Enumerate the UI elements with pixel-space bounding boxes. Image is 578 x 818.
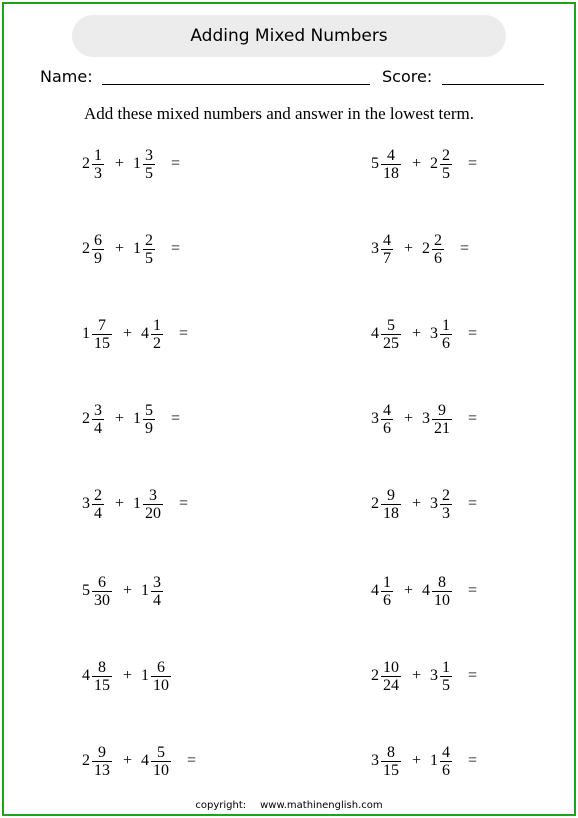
- denominator: 4: [94, 504, 102, 522]
- whole-number: 4: [371, 582, 379, 599]
- numerator: 8: [438, 573, 447, 591]
- fraction: [92, 147, 104, 182]
- denominator: 5: [442, 164, 451, 182]
- denominator: 6: [383, 591, 391, 609]
- denominator: 3: [94, 164, 102, 182]
- plus-sign: +: [404, 410, 414, 427]
- numerator: 8: [98, 658, 106, 676]
- problem-15: [82, 741, 196, 781]
- equals-sign: =: [468, 752, 478, 769]
- fraction: [151, 744, 171, 779]
- whole-number: 3: [422, 410, 431, 427]
- denominator: 10: [434, 591, 451, 609]
- denominator: 15: [94, 334, 110, 352]
- problem-6: [371, 314, 477, 354]
- mixed-number: [371, 147, 403, 182]
- plus-sign: +: [412, 667, 422, 684]
- numerator: 5: [387, 316, 395, 334]
- plus-sign: +: [404, 240, 414, 257]
- whole-number: 2: [371, 667, 379, 684]
- name-field[interactable]: [102, 84, 370, 85]
- mixed-number: [82, 659, 114, 694]
- equals-sign: =: [187, 752, 197, 769]
- problem-10: [371, 484, 477, 524]
- mixed-number: [82, 574, 114, 609]
- numerator: 2: [442, 146, 451, 164]
- fraction: [143, 232, 155, 267]
- mixed-number: [82, 232, 106, 267]
- site-link[interactable]: www.mathinenglish.com: [260, 800, 383, 811]
- problem-1: [82, 144, 180, 184]
- plus-sign: +: [412, 495, 422, 512]
- numerator: 2: [145, 231, 154, 249]
- plus-sign: +: [404, 582, 414, 599]
- fraction: [381, 487, 401, 522]
- fraction: [92, 317, 112, 352]
- fraction: [432, 232, 444, 267]
- denominator: 15: [383, 761, 399, 779]
- whole-number: 2: [430, 155, 439, 172]
- denominator: 6: [442, 761, 451, 779]
- problem-16: [371, 741, 477, 781]
- fraction: [143, 147, 155, 182]
- fraction: [440, 487, 452, 522]
- whole-number: 3: [430, 495, 439, 512]
- numerator: 1: [153, 316, 162, 334]
- fraction: [381, 659, 401, 694]
- mixed-number: [141, 574, 165, 609]
- denominator: 18: [383, 164, 399, 182]
- numerator: 1: [94, 146, 102, 164]
- equals-sign: =: [468, 325, 478, 342]
- denominator: 3: [442, 504, 451, 522]
- problem-7: [82, 399, 180, 439]
- denominator: 4: [153, 591, 162, 609]
- fraction: [440, 744, 452, 779]
- numerator: 2: [94, 486, 102, 504]
- fraction: [381, 574, 393, 609]
- whole-number: 4: [82, 667, 90, 684]
- name-score-row: [40, 64, 550, 90]
- denominator: 13: [94, 761, 110, 779]
- mixed-number: [141, 744, 173, 779]
- plus-sign: +: [123, 325, 133, 342]
- score-field[interactable]: [442, 84, 544, 85]
- plus-sign: +: [412, 155, 422, 172]
- numerator: 3: [149, 486, 158, 504]
- mixed-number: [371, 232, 395, 267]
- equals-sign: =: [179, 325, 189, 342]
- mixed-number: [82, 147, 106, 182]
- denominator: 2: [153, 334, 162, 352]
- mixed-number: [141, 317, 165, 352]
- mixed-number: [430, 147, 454, 182]
- whole-number: 3: [371, 410, 379, 427]
- plus-sign: +: [412, 325, 422, 342]
- whole-number: 4: [422, 582, 431, 599]
- denominator: 10: [153, 676, 170, 694]
- fraction: [381, 402, 393, 437]
- mixed-number: [133, 402, 157, 437]
- fraction: [432, 574, 452, 609]
- numerator: 5: [145, 401, 154, 419]
- mixed-number: [371, 487, 403, 522]
- whole-number: 1: [141, 582, 150, 599]
- numerator: 6: [94, 231, 102, 249]
- fraction: [151, 659, 171, 694]
- mixed-number: [371, 744, 403, 779]
- denominator: 5: [442, 676, 451, 694]
- page-title: Adding Mixed Numbers: [190, 26, 388, 46]
- mixed-number: [82, 744, 114, 779]
- whole-number: 5: [371, 155, 379, 172]
- numerator: 1: [442, 316, 451, 334]
- whole-number: 2: [82, 155, 90, 172]
- mixed-number: [371, 574, 395, 609]
- numerator: 3: [153, 573, 162, 591]
- numerator: 1: [442, 658, 451, 676]
- equals-sign: =: [171, 240, 181, 257]
- copyright-label: copyright:: [195, 800, 247, 811]
- denominator: 4: [94, 419, 102, 437]
- instructions: Add these mixed numbers and answer in the lowest term.: [84, 104, 474, 123]
- numerator: 3: [145, 146, 154, 164]
- numerator: 7: [98, 316, 106, 334]
- problem-9: [82, 484, 188, 524]
- equals-sign: =: [468, 155, 478, 172]
- denominator: 6: [383, 419, 391, 437]
- equals-sign: =: [468, 410, 478, 427]
- numerator: 4: [383, 231, 391, 249]
- fraction: [440, 659, 452, 694]
- mixed-number: [371, 317, 403, 352]
- problem-5: [82, 314, 188, 354]
- whole-number: 4: [141, 752, 150, 769]
- mixed-number: [133, 147, 157, 182]
- whole-number: 1: [133, 495, 142, 512]
- problem-13: [82, 656, 187, 696]
- numerator: 9: [387, 486, 395, 504]
- fraction: [92, 487, 104, 522]
- score-label: Score:: [382, 67, 433, 86]
- numerator: 1: [383, 573, 391, 591]
- fraction: [92, 402, 104, 437]
- mixed-number: [430, 744, 454, 779]
- plus-sign: +: [115, 410, 125, 427]
- fraction: [92, 659, 112, 694]
- numerator: 9: [438, 401, 447, 419]
- whole-number: 2: [422, 240, 431, 257]
- whole-number: 1: [133, 410, 142, 427]
- problem-4: [371, 229, 469, 269]
- fraction: [92, 744, 112, 779]
- whole-number: 4: [371, 325, 379, 342]
- numerator: 9: [98, 743, 106, 761]
- denominator: 24: [383, 676, 399, 694]
- equals-sign: =: [468, 495, 478, 512]
- problem-14: [371, 656, 477, 696]
- plus-sign: +: [123, 667, 133, 684]
- whole-number: 2: [82, 410, 90, 427]
- whole-number: 1: [430, 752, 439, 769]
- plus-sign: +: [115, 495, 125, 512]
- problem-11: [82, 571, 179, 611]
- whole-number: 2: [82, 240, 90, 257]
- whole-number: 3: [371, 752, 379, 769]
- denominator: 21: [434, 419, 451, 437]
- equals-sign: =: [179, 495, 189, 512]
- denominator: 30: [94, 591, 110, 609]
- numerator: 8: [387, 743, 395, 761]
- mixed-number: [422, 574, 454, 609]
- fraction: [92, 574, 112, 609]
- denominator: 5: [145, 249, 154, 267]
- whole-number: 1: [82, 325, 90, 342]
- whole-number: 3: [82, 495, 90, 512]
- numerator: 4: [387, 146, 395, 164]
- mixed-number: [141, 659, 173, 694]
- name-label: Name:: [40, 67, 93, 86]
- fraction: [151, 574, 163, 609]
- mixed-number: [430, 659, 454, 694]
- mixed-number: [430, 487, 454, 522]
- equals-sign: =: [460, 240, 470, 257]
- mixed-number: [133, 487, 165, 522]
- whole-number: 1: [133, 240, 142, 257]
- numerator: 2: [442, 486, 451, 504]
- denominator: 5: [145, 164, 154, 182]
- problem-12: [371, 571, 477, 611]
- denominator: 6: [434, 249, 443, 267]
- footer: [4, 800, 574, 811]
- numerator: 4: [442, 743, 451, 761]
- fraction: [381, 317, 401, 352]
- problem-3: [82, 229, 180, 269]
- whole-number: 3: [430, 325, 439, 342]
- denominator: 6: [442, 334, 451, 352]
- whole-number: 3: [371, 240, 379, 257]
- mixed-number: [422, 232, 446, 267]
- denominator: 18: [383, 504, 399, 522]
- numerator: 5: [157, 743, 166, 761]
- plus-sign: +: [123, 752, 133, 769]
- whole-number: 1: [141, 667, 150, 684]
- whole-number: 5: [82, 582, 90, 599]
- mixed-number: [133, 232, 157, 267]
- mixed-number: [371, 402, 395, 437]
- fraction: [440, 317, 452, 352]
- mixed-number: [82, 402, 106, 437]
- plus-sign: +: [115, 155, 125, 172]
- equals-sign: =: [171, 155, 181, 172]
- mixed-number: [82, 317, 114, 352]
- plus-sign: +: [412, 752, 422, 769]
- mixed-number: [371, 659, 403, 694]
- denominator: 20: [145, 504, 162, 522]
- mixed-number: [430, 317, 454, 352]
- whole-number: 2: [371, 495, 379, 512]
- denominator: 15: [94, 676, 110, 694]
- whole-number: 2: [82, 752, 90, 769]
- mixed-number: [422, 402, 454, 437]
- whole-number: 1: [133, 155, 142, 172]
- equals-sign: =: [171, 410, 181, 427]
- plus-sign: +: [123, 582, 133, 599]
- whole-number: 3: [430, 667, 439, 684]
- worksheet: [2, 2, 576, 816]
- fraction: [381, 147, 401, 182]
- problem-2: [371, 144, 477, 184]
- denominator: 10: [153, 761, 170, 779]
- numerator: 3: [94, 401, 102, 419]
- fraction: [440, 147, 452, 182]
- fraction: [151, 317, 163, 352]
- mixed-number: [82, 487, 106, 522]
- denominator: 7: [383, 249, 391, 267]
- fraction: [143, 487, 163, 522]
- denominator: 9: [94, 249, 102, 267]
- numerator: 2: [434, 231, 443, 249]
- whole-number: 4: [141, 325, 150, 342]
- denominator: 9: [145, 419, 154, 437]
- title-banner: [72, 15, 506, 57]
- equals-sign: =: [468, 582, 478, 599]
- numerator: 10: [383, 658, 399, 676]
- equals-sign: =: [468, 667, 478, 684]
- numerator: 6: [98, 573, 106, 591]
- fraction: [381, 232, 393, 267]
- fraction: [92, 232, 104, 267]
- denominator: 25: [383, 334, 399, 352]
- numerator: 4: [383, 401, 391, 419]
- fraction: [143, 402, 155, 437]
- problem-8: [371, 399, 477, 439]
- fraction: [381, 744, 401, 779]
- numerator: 6: [157, 658, 166, 676]
- plus-sign: +: [115, 240, 125, 257]
- fraction: [432, 402, 452, 437]
